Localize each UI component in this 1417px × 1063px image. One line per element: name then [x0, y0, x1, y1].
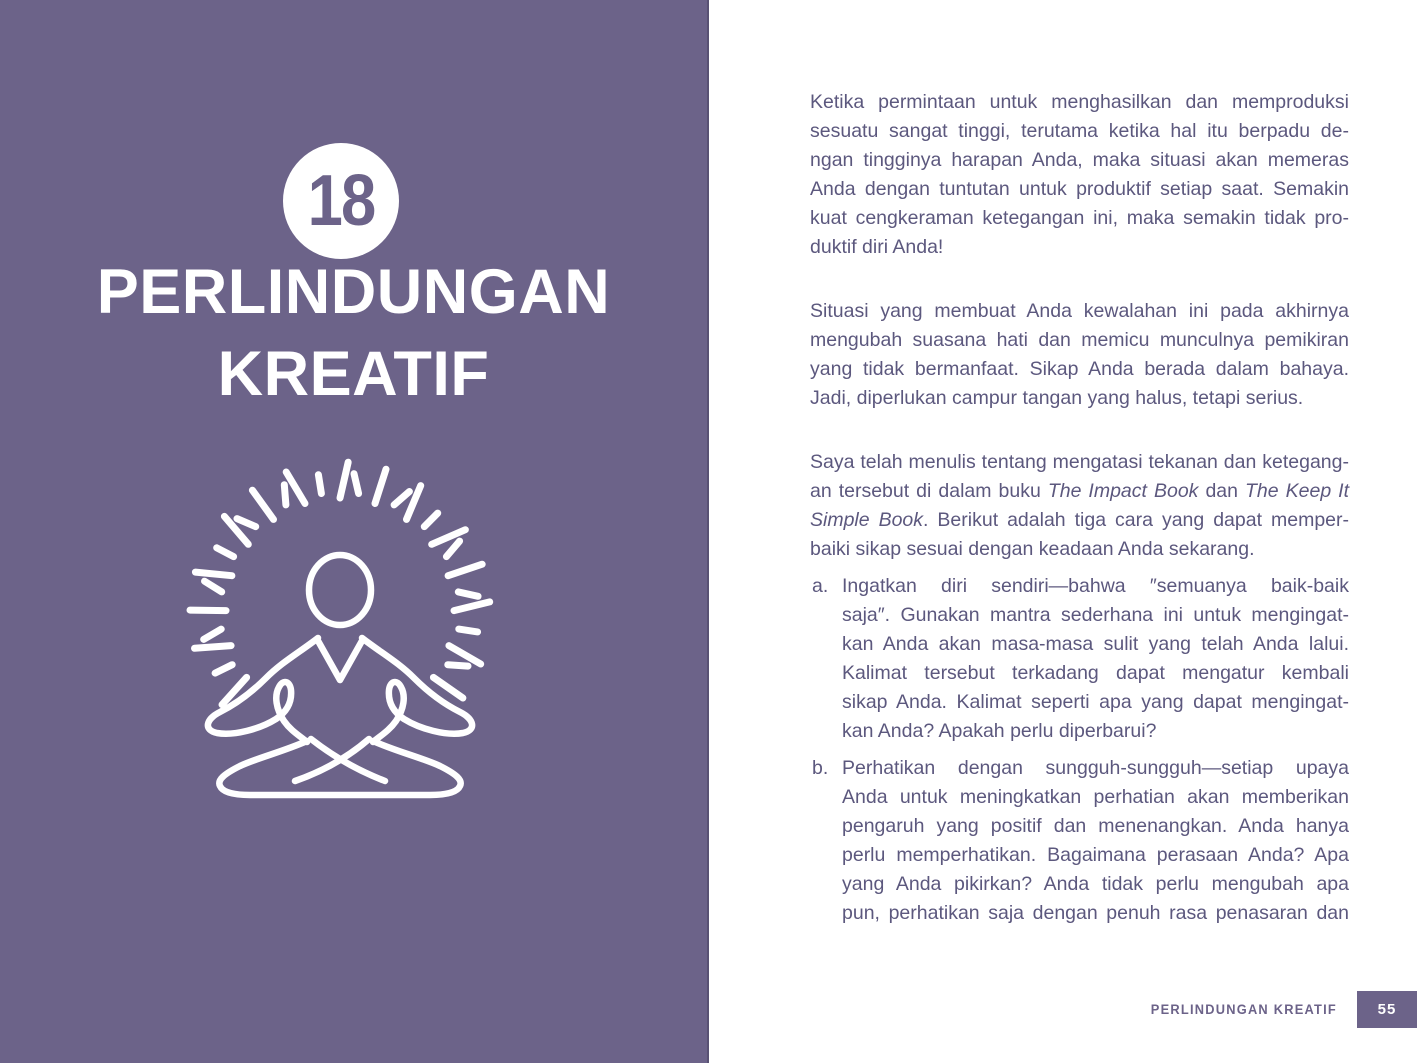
- text-line: pengaruh yang positif dan menenangkan. Anda hanya: [842, 815, 1349, 837]
- text-line: Ketika permintaan untuk menghasilkan dan memproduksi: [810, 91, 1349, 113]
- body-text: [810, 88, 1349, 936]
- text-line: duktif diri Anda!: [810, 236, 944, 258]
- figure-vneck: [317, 639, 363, 680]
- text-line: yang Anda pikirkan? Anda tidak perlu mengubah apa: [842, 873, 1349, 895]
- text-line: kan Anda? Apakah perlu diperbarui?: [842, 720, 1157, 742]
- sunburst-ray: [237, 519, 256, 527]
- text-line: kan Anda akan masa-masa sulit yang telah Anda lalui.: [842, 633, 1349, 655]
- sunburst-ray: [204, 629, 222, 639]
- text-line: baiki sikap sesuai dengan keadaan Anda sekarang.: [810, 538, 1255, 560]
- text-line: Ingatkan diri sendiri—bahwa ″semuanya baik-baik: [842, 575, 1349, 597]
- text-line: Anda dengan tuntutan untuk produktif setiap saat. Semakin: [810, 178, 1349, 200]
- content-page: [709, 0, 1417, 1063]
- figure-legs: [219, 741, 460, 795]
- figure-head: [309, 555, 371, 625]
- page-number-badge: [1357, 991, 1417, 1028]
- text-line: yang tidak bermanfaat. Sikap Anda berada dalam bahaya.: [810, 358, 1349, 380]
- sunburst-ray: [459, 629, 478, 632]
- meditation-illustration: [160, 440, 520, 810]
- sunburst-ray: [394, 492, 409, 505]
- chapter-title: [0, 251, 707, 415]
- sunburst-ray: [340, 462, 348, 498]
- paragraph: [810, 448, 1349, 564]
- sunburst-ray: [354, 474, 359, 494]
- footer-chapter-label: PERLINDUNGAN KREATIF: [1150, 1002, 1337, 1017]
- sunburst-ray: [448, 665, 468, 666]
- text-line: Jadi, diperlukan campur tangan yang halus, tetapi serius.: [810, 387, 1304, 409]
- chapter-number: 18: [307, 161, 375, 241]
- chapter-title-line-2: KREATIF: [217, 339, 490, 409]
- paragraph: [810, 88, 1349, 262]
- list-item: [810, 572, 1349, 746]
- text-line: sesuatu sangat tinggi, terutama ketika hal itu berpadu de-: [810, 120, 1349, 142]
- sunburst-ray: [448, 564, 482, 576]
- sunburst-ray: [318, 475, 321, 494]
- text-line: Situasi yang membuat Anda kewalahan ini pada akhirnya: [810, 300, 1349, 322]
- text-line: ngan tingginya harapan Anda, maka situasi akan memeras: [810, 149, 1349, 171]
- sunburst-ray: [205, 581, 222, 592]
- sunburst-ray: [252, 490, 273, 519]
- text-line: Perhatikan dengan sungguh-sungguh—setiap upaya: [842, 757, 1349, 779]
- sunburst-rays: [190, 462, 490, 705]
- text-line: perlu memperhatikan. Bagaimana perasaan Anda? Apa: [842, 844, 1349, 866]
- sunburst-ray: [424, 513, 437, 527]
- sunburst-ray: [217, 548, 234, 557]
- text-line: Simple Book. Berikut adalah tiga cara yang dapat memper-: [810, 509, 1349, 531]
- text-line: pun, perhatikan saja dengan penuh rasa penasaran dan: [842, 902, 1349, 924]
- figure-shin-right: [295, 739, 369, 781]
- text-line: mengubah suasana hati dan memicu munculnya pemikiran: [810, 329, 1349, 351]
- list-marker: a.: [812, 575, 829, 597]
- page-footer: [1141, 991, 1417, 1028]
- sunburst-ray: [195, 572, 232, 576]
- text-line: Saya telah menulis tentang mengatasi tekanan dan ketegang-: [810, 451, 1349, 473]
- list-marker: b.: [812, 757, 829, 779]
- text-line: saja″. Gunakan mantra sederhana ini untuk mengingat-: [842, 604, 1349, 626]
- sunburst-ray: [284, 485, 286, 505]
- sunburst-ray: [449, 646, 481, 664]
- text-line: an tersebut di dalam buku The Impact Book dan The Keep It: [810, 480, 1350, 502]
- sunburst-ray: [458, 592, 478, 596]
- text-line: Kalimat tersebut terkadang dapat mengatur kembali: [842, 662, 1349, 684]
- list-item: [810, 754, 1349, 928]
- sunburst-ray: [190, 610, 226, 611]
- sunburst-ray: [375, 469, 386, 503]
- page-number: 55: [1377, 1001, 1397, 1018]
- text-line: kuat cengkeraman ketegangan ini, maka semakin tidak pro-: [810, 207, 1349, 229]
- sunburst-ray: [215, 665, 232, 673]
- text-line: sikap Anda. Kalimat seperti apa yang dapat mengingat-: [842, 691, 1349, 713]
- sunburst-ray: [195, 646, 232, 649]
- chapter-title-line-1: PERLINDUNGAN: [96, 257, 611, 327]
- sunburst-ray: [286, 472, 305, 504]
- text-line: Anda untuk meningkatkan perhatian akan memberikan: [842, 786, 1349, 808]
- paragraph: [810, 297, 1349, 413]
- sunburst-ray: [446, 541, 459, 557]
- figure-shin-left: [311, 739, 385, 781]
- chapter-number-badge: [283, 143, 399, 259]
- sunburst-ray: [454, 602, 490, 611]
- figure-left-arm: [208, 638, 318, 742]
